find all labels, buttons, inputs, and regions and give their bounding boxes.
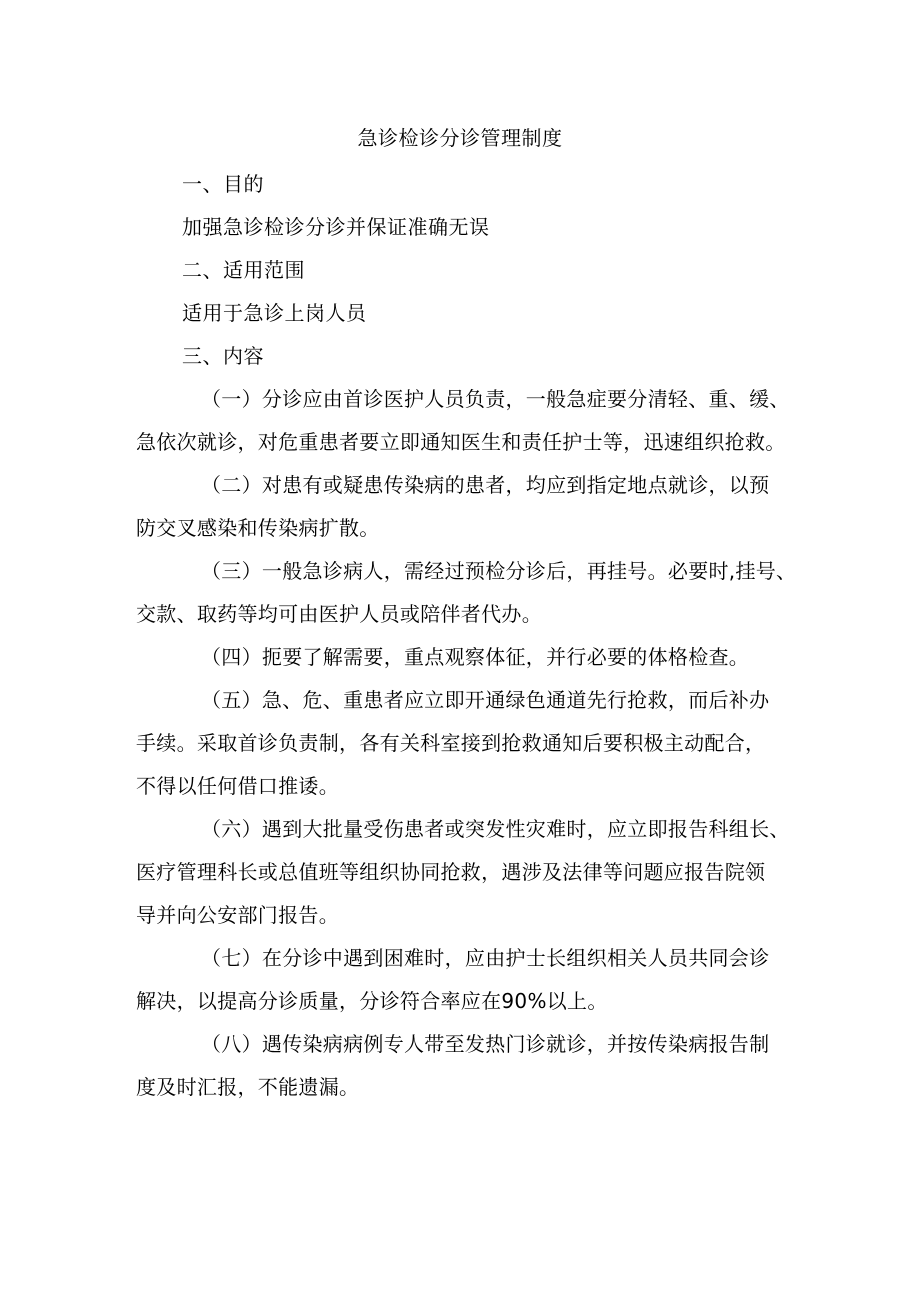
content-item-line: 解决，以提高分诊质量，分诊符合率应在90%以上。	[136, 989, 608, 1013]
section-body-purpose: 加强急诊检诊分诊并保证准确无误	[182, 215, 490, 239]
content-item-4	[136, 636, 816, 679]
content-item-3	[136, 550, 816, 636]
content-item-line: （三）一般急诊病人，需经过预检分诊后，再挂号。必要时,挂号、	[201, 559, 797, 583]
content-item-line: 手续。采取首诊负责制，各有关科室接到抢救通知后要积极主动配合，	[136, 731, 766, 755]
content-item-2	[136, 464, 816, 550]
content-item-8	[136, 1023, 816, 1109]
content-item-line: 急依次就诊，对危重患者要立即通知医生和责任护士等，迅速组织抢救。	[136, 430, 786, 454]
document-title: 急诊检诊分诊管理制度	[357, 126, 563, 150]
content-item-line: （二）对患有或疑患传染病的患者，均应到指定地点就诊，以预	[201, 473, 770, 497]
content-item-line: （五）急、危、重患者应立即开通绿色通道先行抢救，而后补办	[201, 688, 770, 712]
content-item-line: 不得以任何借口推诿。	[136, 774, 339, 798]
content-item-5	[136, 679, 816, 808]
section-heading-content: 三、内容	[182, 344, 264, 368]
content-item-6	[136, 808, 816, 937]
content-item-line: （一）分诊应由首诊医护人员负责，一般急症要分清轻、重、缓、	[201, 387, 790, 411]
content-item-line: 导并向公安部门报告。	[136, 903, 339, 927]
content-item-line: 医疗管理科长或总值班等组织协同抢救，遇涉及法律等问题应报告院领	[136, 860, 766, 884]
content-item-line: （六）遇到大批量受伤患者或突发性灾难时，应立即报告科组长、	[201, 817, 790, 841]
content-item-line: 度及时汇报，不能遗漏。	[136, 1075, 360, 1099]
content-item-line: 交款、取药等均可由医护人员或陪伴者代办。	[136, 602, 542, 626]
section-heading-scope: 二、适用范围	[182, 258, 305, 282]
section-body-scope: 适用于急诊上岗人员	[182, 301, 367, 325]
section-heading-purpose: 一、目的	[182, 172, 264, 196]
content-item-1	[136, 378, 816, 464]
content-item-7	[136, 937, 816, 1023]
content-item-line: （七）在分诊中遇到困难时，应由护士长组织相关人员共同会诊	[201, 946, 770, 970]
content-item-line: （八）遇传染病病例专人带至发热门诊就诊，并按传染病报告制	[201, 1032, 770, 1056]
content-item-line: 防交叉感染和传染病扩散。	[136, 516, 380, 540]
content-item-line: （四）扼要了解需要，重点观察体征，并行必要的体格检查。	[201, 645, 750, 669]
